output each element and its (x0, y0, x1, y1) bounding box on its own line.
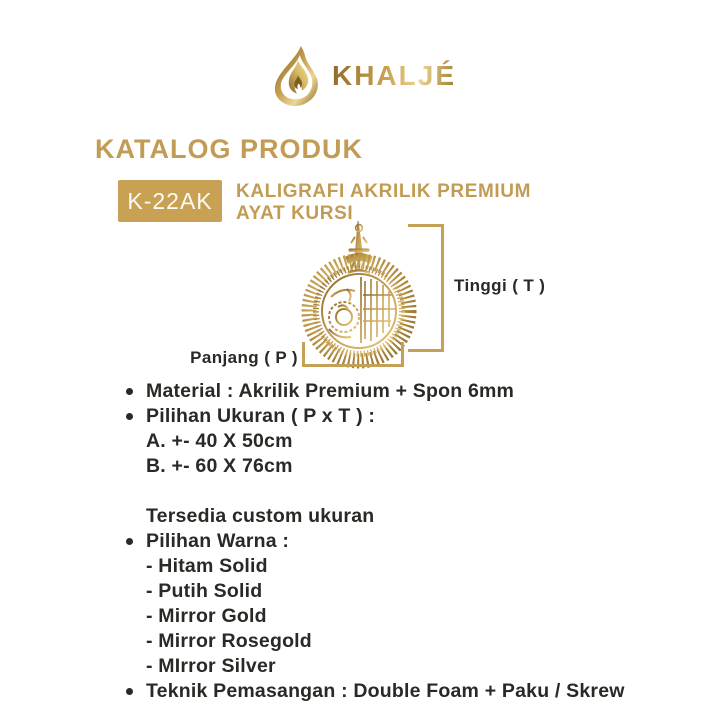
width-label: Panjang ( P ) (190, 348, 298, 367)
spec-item-color-hitam (126, 554, 686, 579)
spec-text: - Putih Solid (146, 580, 263, 602)
bullet-icon (126, 688, 133, 695)
spec-list (126, 379, 686, 704)
brand-name: KHALJÉ (331, 60, 456, 91)
bullet-icon (126, 538, 133, 545)
spec-item-custom-size (126, 504, 686, 529)
spec-item-color-mirror-gold (126, 604, 686, 629)
spec-text: Pilihan Ukuran ( P x T ) : (146, 405, 376, 427)
spec-item-color-mirror-rosegold (126, 629, 686, 654)
bullet-icon (126, 388, 133, 395)
spec-text: - MIrror Silver (146, 655, 276, 677)
spec-item-size-a (126, 429, 686, 454)
spec-item-size-b (126, 454, 686, 479)
flame-drop-icon (270, 44, 326, 108)
spec-text: - Mirror Rosegold (146, 630, 312, 652)
product-code-badge: K-22AK (118, 180, 222, 222)
spec-text: Tersedia custom ukuran (146, 505, 375, 527)
product-name-line2: AYAT KURSI (236, 203, 354, 224)
page-title: KATALOG PRODUK (95, 134, 363, 164)
spec-text: - Mirror Gold (146, 605, 267, 627)
product-name-line1: KALIGRAFI AKRILIK PREMIUM (236, 181, 532, 202)
spec-item-mounting (126, 679, 686, 704)
spec-item-color-putih (126, 579, 686, 604)
brand-logo (0, 44, 726, 108)
spec-text: - Hitam Solid (146, 555, 268, 577)
spec-item-material (126, 379, 686, 404)
height-bracket (408, 224, 444, 352)
spec-text: B. +- 60 X 76cm (146, 455, 293, 477)
width-bracket (302, 342, 404, 367)
spec-text: Teknik Pemasangan : Double Foam + Paku / Skrew (146, 680, 625, 702)
spec-item-size-options (126, 404, 686, 429)
bullet-icon (126, 413, 133, 420)
spec-text: Pilihan Warna : (146, 530, 290, 552)
spec-item-color-mirror-silver (126, 654, 686, 679)
spec-item-color-options (126, 529, 686, 554)
spec-text: Material : Akrilik Premium + Spon 6mm (146, 380, 515, 402)
height-label: Tinggi ( T ) (454, 276, 546, 295)
spec-text: A. +- 40 X 50cm (146, 430, 293, 452)
